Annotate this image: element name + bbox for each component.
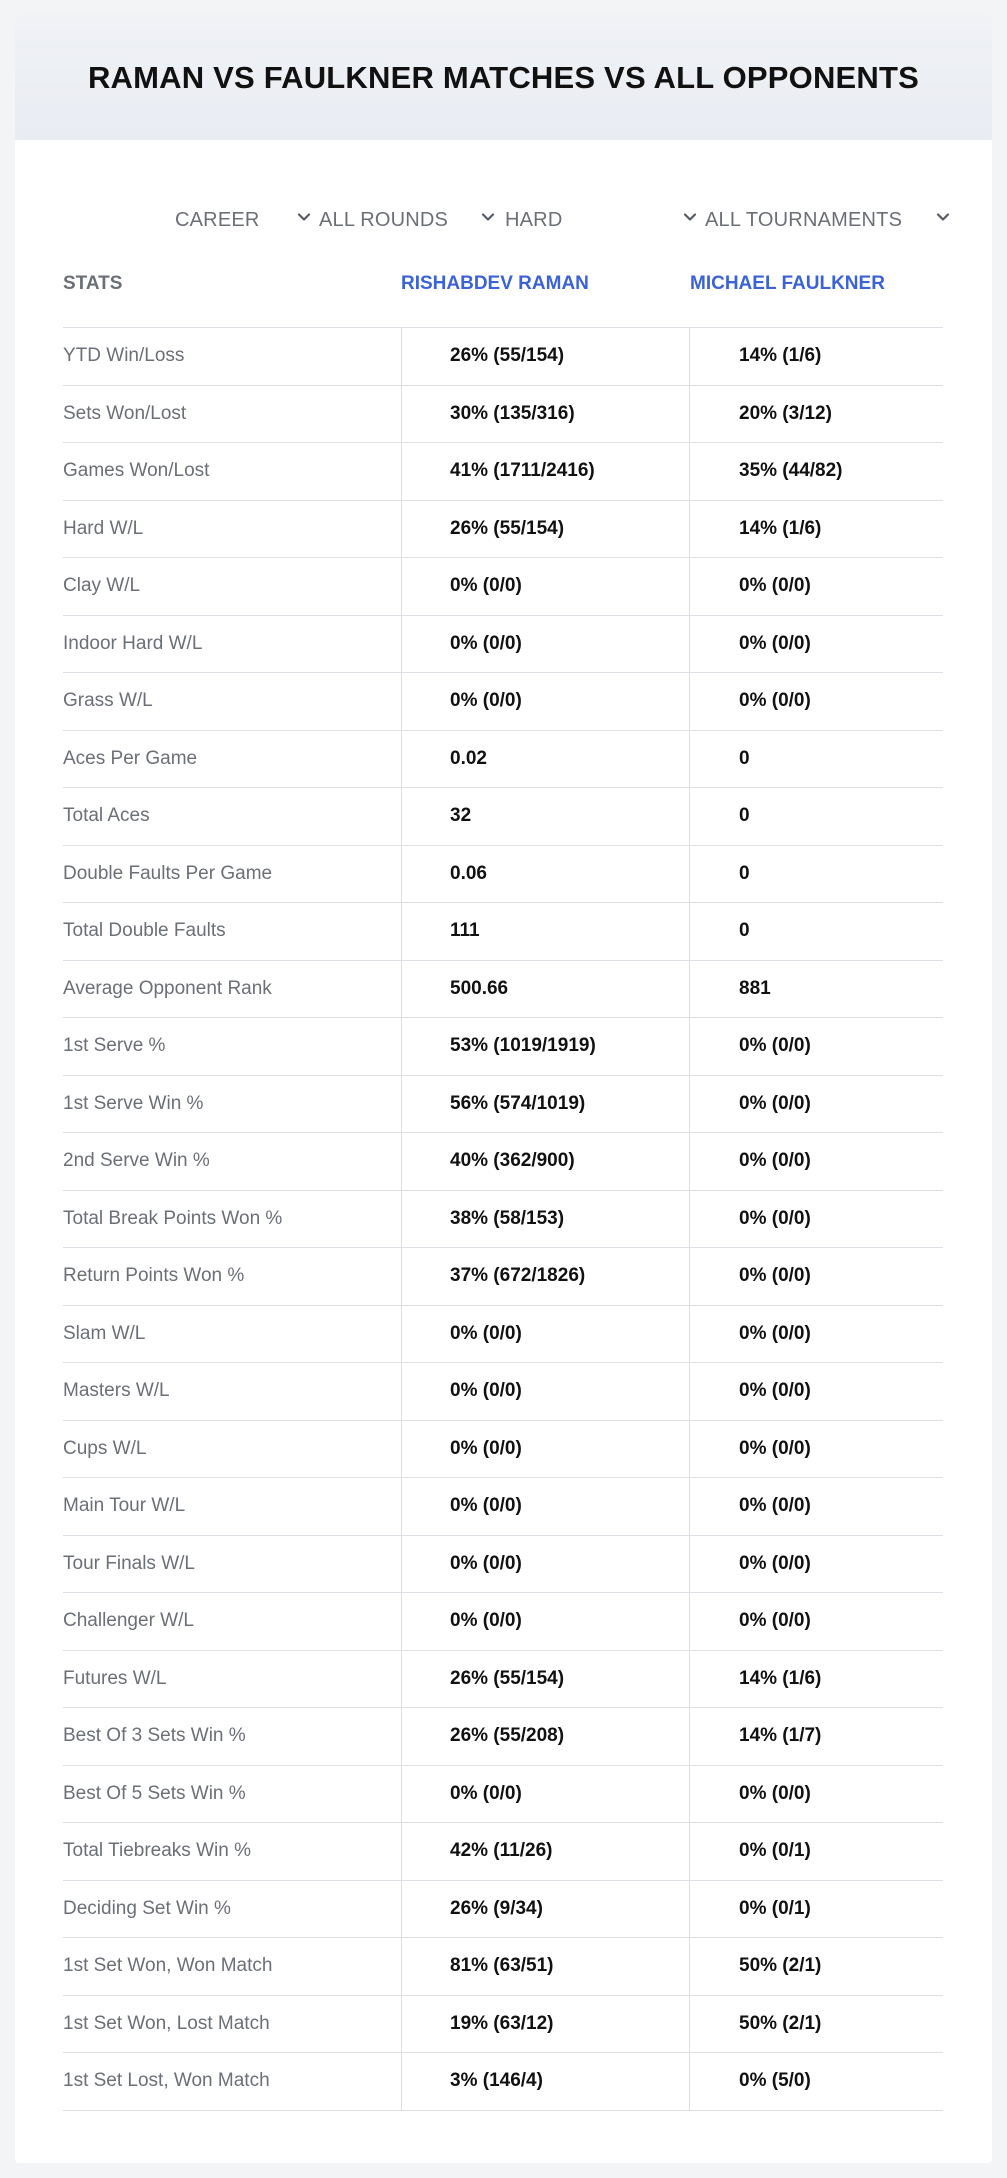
column-divider [689, 1191, 690, 1248]
stats-card [15, 15, 992, 2163]
column-divider [401, 1881, 402, 1938]
player1-stat-value: 26% (55/154) [450, 345, 565, 367]
column-divider [689, 443, 690, 500]
column-divider [401, 1018, 402, 1075]
column-divider [689, 1651, 690, 1708]
player2-stat-value: 0% (0/0) [739, 575, 811, 597]
column-divider [689, 961, 690, 1018]
table-row [63, 1593, 943, 1651]
column-divider [401, 788, 402, 845]
player2-stat-value: 0% (0/1) [739, 1840, 811, 1862]
player2-stat-value: 14% (1/6) [739, 345, 822, 367]
column-divider [401, 1766, 402, 1823]
surface-filter-select[interactable] [505, 200, 705, 240]
column-divider [689, 1306, 690, 1363]
column-divider [689, 616, 690, 673]
stat-label: 1st Set Won, Lost Match [63, 2012, 270, 2034]
column-divider [689, 1421, 690, 1478]
player1-stat-value: 56% (574/1019) [450, 1092, 586, 1114]
stat-label: Grass W/L [63, 690, 153, 712]
column-divider [689, 328, 690, 385]
column-divider [401, 961, 402, 1018]
player2-stat-value: 0% (5/0) [739, 2070, 811, 2092]
player2-stat-value: 14% (1/6) [739, 1667, 822, 1689]
player2-stat-value: 0% (0/0) [739, 1035, 811, 1057]
table-row [63, 903, 943, 961]
table-row [63, 1996, 943, 2054]
stat-label: Cups W/L [63, 1437, 147, 1459]
player2-stat-value: 50% (2/1) [739, 2012, 822, 2034]
column-divider [689, 1996, 690, 2053]
column-divider [689, 1766, 690, 1823]
stat-label: Masters W/L [63, 1380, 170, 1402]
career-filter-label: CAREER [175, 208, 260, 231]
player1-stat-value: 26% (55/208) [450, 1725, 565, 1747]
player1-stat-value: 26% (55/154) [450, 1667, 565, 1689]
player1-stat-value: 0% (0/0) [450, 690, 522, 712]
player1-stat-value: 0% (0/0) [450, 1495, 522, 1517]
player2-stat-value: 0% (0/0) [739, 1322, 811, 1344]
table-row [63, 1478, 943, 1536]
player2-stat-value: 0% (0/0) [739, 1782, 811, 1804]
stat-label: Double Faults Per Game [63, 862, 273, 884]
column-divider [689, 1536, 690, 1593]
player1-stat-value: 0% (0/0) [450, 1552, 522, 1574]
player2-stat-value: 0% (0/0) [739, 1265, 811, 1287]
player1-stat-value: 32 [450, 805, 472, 827]
column-divider [689, 1248, 690, 1305]
stat-label: 1st Serve % [63, 1035, 166, 1057]
player2-stat-value: 20% (3/12) [739, 402, 832, 424]
column-divider [689, 2053, 690, 2110]
filter-bar [15, 200, 992, 240]
surface-filter-label: HARD [505, 208, 563, 231]
player1-stat-value: 0% (0/0) [450, 1437, 522, 1459]
stat-label: Main Tour W/L [63, 1495, 186, 1517]
column-divider [689, 788, 690, 845]
player1-stat-value: 0.06 [450, 862, 487, 884]
table-row [63, 616, 943, 674]
stat-label: 2nd Serve Win % [63, 1150, 210, 1172]
player1-stat-value: 81% (63/51) [450, 1955, 554, 1977]
player1-stat-value: 0% (0/0) [450, 1782, 522, 1804]
column-divider [401, 1708, 402, 1765]
table-row [63, 1191, 943, 1249]
column-divider [401, 2053, 402, 2110]
stat-label: Futures W/L [63, 1667, 167, 1689]
column-divider [401, 1938, 402, 1995]
table-row [63, 846, 943, 904]
table-row [63, 1306, 943, 1364]
stat-label: Average Opponent Rank [63, 977, 272, 999]
column-divider [401, 1191, 402, 1248]
column-divider [689, 1133, 690, 1190]
stat-label: 1st Set Lost, Won Match [63, 2070, 270, 2092]
column-divider [689, 846, 690, 903]
player2-stat-value: 0 [739, 747, 750, 769]
stat-label: Total Double Faults [63, 920, 226, 942]
stat-label: Sets Won/Lost [63, 402, 187, 424]
tournaments-filter-label: ALL TOURNAMENTS [705, 208, 903, 231]
table-row [63, 1421, 943, 1479]
column-divider [401, 903, 402, 960]
table-row [63, 1938, 943, 1996]
table-row [63, 1881, 943, 1939]
player1-stat-value: 0% (0/0) [450, 575, 522, 597]
table-row [63, 1823, 943, 1881]
stat-label: 1st Set Won, Won Match [63, 1955, 273, 1977]
player2-stat-value: 0 [739, 862, 750, 884]
card-header [15, 15, 992, 140]
table-row [63, 501, 943, 559]
chevron-down-icon [935, 209, 951, 225]
column-divider [401, 673, 402, 730]
player2-stat-value: 0 [739, 920, 750, 942]
column-divider [401, 1306, 402, 1363]
tournaments-filter-select[interactable] [705, 200, 955, 240]
column-divider [689, 1708, 690, 1765]
column-divider [401, 1593, 402, 1650]
rounds-filter-label: ALL ROUNDS [319, 208, 449, 231]
column-divider [689, 731, 690, 788]
stat-label: 1st Serve Win % [63, 1092, 204, 1114]
player1-name-link[interactable]: RISHABDEV RAMAN [401, 272, 589, 294]
player2-stat-value: 0% (0/0) [739, 1495, 811, 1517]
player2-stat-value: 0% (0/0) [739, 1552, 811, 1574]
stat-label: Total Break Points Won % [63, 1207, 283, 1229]
page-title: RAMAN VS FAULKNER MATCHES VS ALL OPPONENTS [87, 59, 920, 95]
player1-stat-value: 3% (146/4) [450, 2070, 543, 2092]
stat-label: Indoor Hard W/L [63, 632, 203, 654]
player2-stat-value: 0% (0/0) [739, 1092, 811, 1114]
player1-stat-value: 26% (9/34) [450, 1897, 543, 1919]
player1-stat-value: 26% (55/154) [450, 517, 565, 539]
player2-stat-value: 881 [739, 977, 771, 999]
player2-stat-value: 0% (0/0) [739, 1610, 811, 1632]
table-row [63, 1651, 943, 1709]
player2-stat-value: 50% (2/1) [739, 1955, 822, 1977]
stat-label: Best Of 5 Sets Win % [63, 1782, 246, 1804]
column-divider [401, 558, 402, 615]
table-header-row [63, 250, 943, 328]
column-divider [689, 1076, 690, 1133]
table-row [63, 328, 943, 386]
column-divider [401, 1823, 402, 1880]
column-divider [689, 673, 690, 730]
stat-label: Best Of 3 Sets Win % [63, 1725, 246, 1747]
table-row [63, 1708, 943, 1766]
player2-stat-value: 0% (0/0) [739, 1207, 811, 1229]
column-divider [689, 558, 690, 615]
column-divider [401, 501, 402, 558]
table-row [63, 673, 943, 731]
player2-stat-value: 0 [739, 805, 750, 827]
stat-label: Slam W/L [63, 1322, 146, 1344]
column-divider [401, 1363, 402, 1420]
table-row [63, 1363, 943, 1421]
table-row [63, 1248, 943, 1306]
player1-stat-value: 38% (58/153) [450, 1207, 565, 1229]
column-divider [401, 443, 402, 500]
chevron-down-icon [682, 209, 698, 225]
stats-column-header: STATS [63, 272, 123, 294]
table-row [63, 788, 943, 846]
player1-stat-value: 500.66 [450, 977, 509, 999]
player2-stat-value: 0% (0/0) [739, 690, 811, 712]
column-divider [401, 1996, 402, 2053]
player1-stat-value: 42% (11/26) [450, 1840, 553, 1862]
player2-stat-value: 0% (0/1) [739, 1897, 811, 1919]
career-filter-select[interactable] [175, 200, 315, 240]
player2-stat-value: 14% (1/7) [739, 1725, 822, 1747]
column-divider [689, 501, 690, 558]
stat-label: Clay W/L [63, 575, 141, 597]
player2-stat-value: 35% (44/82) [739, 460, 843, 482]
chevron-down-icon [296, 209, 312, 225]
table-row [63, 1766, 943, 1824]
player2-stat-value: 14% (1/6) [739, 517, 822, 539]
player1-stat-value: 53% (1019/1919) [450, 1035, 596, 1057]
player1-stat-value: 30% (135/316) [450, 402, 575, 424]
column-divider [401, 731, 402, 788]
player1-stat-value: 40% (362/900) [450, 1150, 575, 1172]
column-divider [401, 1248, 402, 1305]
column-divider [689, 1938, 690, 1995]
player1-stat-value: 111 [450, 920, 480, 942]
player2-stat-value: 0% (0/0) [739, 1380, 811, 1402]
column-divider [401, 846, 402, 903]
table-row [63, 961, 943, 1019]
stat-label: Total Aces [63, 805, 150, 827]
stat-label: Deciding Set Win % [63, 1897, 231, 1919]
table-row [63, 1076, 943, 1134]
table-body [63, 328, 943, 2111]
player2-stat-value: 0% (0/0) [739, 1150, 811, 1172]
column-divider [401, 1076, 402, 1133]
stat-label: Aces Per Game [63, 747, 198, 769]
player1-stat-value: 19% (63/12) [450, 2012, 554, 2034]
column-divider [401, 386, 402, 443]
column-divider [689, 1823, 690, 1880]
table-row [63, 1018, 943, 1076]
column-divider [401, 1133, 402, 1190]
stat-label: Hard W/L [63, 517, 144, 539]
table-row [63, 731, 943, 789]
column-divider [689, 1478, 690, 1535]
player1-stat-value: 0% (0/0) [450, 1322, 522, 1344]
column-divider [689, 386, 690, 443]
player1-stat-value: 37% (672/1826) [450, 1265, 586, 1287]
column-divider [689, 1881, 690, 1938]
player1-stat-value: 0% (0/0) [450, 1380, 522, 1402]
stat-label: Tour Finals W/L [63, 1552, 195, 1574]
column-divider [689, 1363, 690, 1420]
stats-table [63, 250, 943, 2111]
rounds-filter-select[interactable] [319, 200, 499, 240]
table-row [63, 386, 943, 444]
table-row [63, 443, 943, 501]
chevron-down-icon [480, 209, 496, 225]
player2-name-link[interactable]: MICHAEL FAULKNER [690, 272, 885, 294]
table-row [63, 2053, 943, 2111]
column-divider [401, 1478, 402, 1535]
column-divider [689, 903, 690, 960]
column-divider [401, 1651, 402, 1708]
table-row [63, 558, 943, 616]
column-divider [689, 1018, 690, 1075]
stat-label: Games Won/Lost [63, 460, 210, 482]
player1-stat-value: 0% (0/0) [450, 632, 522, 654]
player1-stat-value: 0.02 [450, 747, 487, 769]
column-divider [401, 328, 402, 385]
table-row [63, 1133, 943, 1191]
player1-stat-value: 41% (1711/2416) [450, 460, 595, 482]
stat-label: Return Points Won % [63, 1265, 245, 1287]
stat-label: Total Tiebreaks Win % [63, 1840, 251, 1862]
stat-label: YTD Win/Loss [63, 345, 185, 367]
player1-stat-value: 0% (0/0) [450, 1610, 522, 1632]
column-divider [401, 1421, 402, 1478]
table-row [63, 1536, 943, 1594]
stat-label: Challenger W/L [63, 1610, 194, 1632]
player2-stat-value: 0% (0/0) [739, 1437, 811, 1459]
column-divider [401, 616, 402, 673]
player2-stat-value: 0% (0/0) [739, 632, 811, 654]
column-divider [401, 1536, 402, 1593]
column-divider [689, 1593, 690, 1650]
